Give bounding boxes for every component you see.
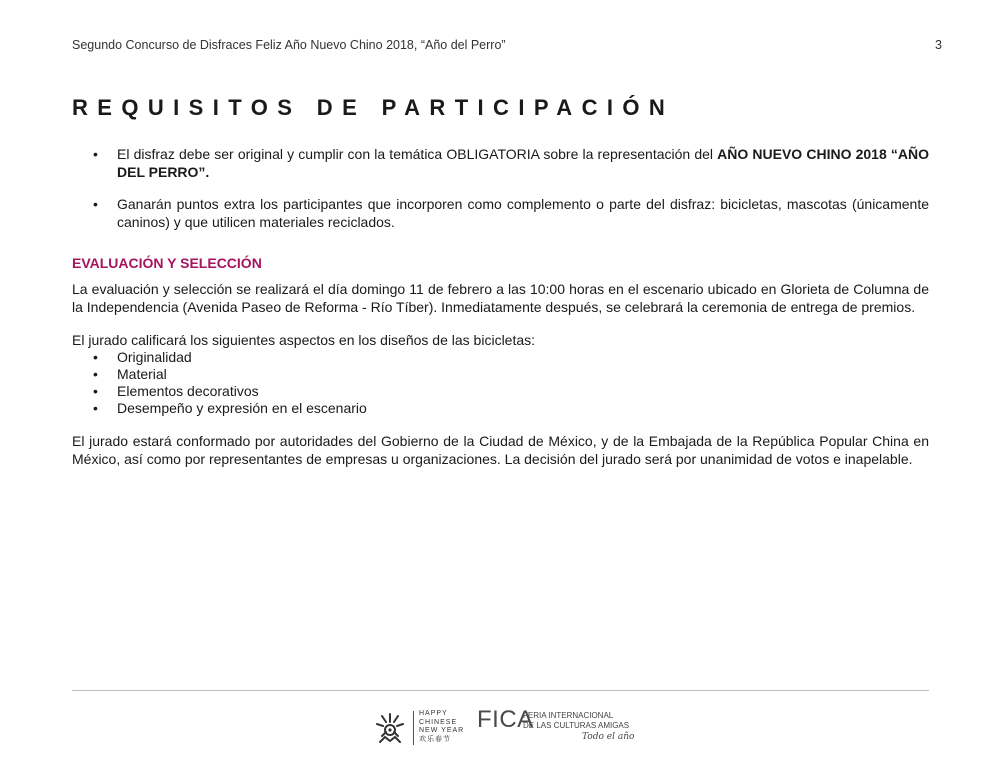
- requirement-text: Ganarán puntos extra los participantes que incorporen como complemento o parte del disfraz: bicicletas, mascotas (únicamente caninos) y que utilicen materiales reciclados.: [117, 196, 929, 230]
- requirement-emphasis: AÑO NUEVO CHINO 2018 “AÑO DEL PERRO”.: [117, 146, 929, 180]
- aspects-list: [72, 349, 367, 417]
- aspects-intro: El jurado calificará los siguientes aspectos en los diseños de las bicicletas:: [72, 332, 536, 348]
- list-item: • Desempeño y expresión en el escenario: [72, 400, 367, 417]
- list-item: • Originalidad: [72, 349, 367, 366]
- hcny-line: NEW YEAR: [419, 727, 465, 734]
- fica-wordmark: FICA: [477, 706, 534, 733]
- list-item: [72, 146, 929, 181]
- fica-line: DE LAS CULTURAS AMIGAS: [523, 720, 630, 730]
- fica-tagline: Todo el año: [582, 732, 635, 742]
- running-header: [72, 38, 942, 52]
- hcny-line: 欢乐春节: [419, 735, 451, 743]
- requirement-text: El disfraz debe ser original y cumplir con la temática OBLIGATORIA sobre la representación del: [117, 146, 718, 162]
- requirements-list: [72, 146, 929, 246]
- hcny-line: CHINESE: [419, 718, 458, 726]
- hcny-line: HAPPY: [419, 710, 448, 717]
- hcny-wordmark: [419, 710, 464, 744]
- evaluation-paragraph: La evaluación y selección se realizará el día domingo 11 de febrero a las 10:00 horas en el escenario ubicado en Glorieta de Columna de la Independencia (Avenida Paseo de Reforma - Río Tíber). Inmediatamente después, se celebrará la ceremonia de entrega de premios.: [72, 281, 929, 315]
- fica-logo: [477, 706, 637, 748]
- list-item: • Elementos decorativos: [72, 383, 367, 400]
- list-item: [72, 196, 929, 231]
- footer-divider: [72, 690, 929, 691]
- jury-paragraph: El jurado estará conformado por autoridades del Gobierno de la Ciudad de México, y de la Embajada de la República Popular China en México, así como por representantes de empresas u organizaciones. La decisión del jurado será por unanimidad de votos e inapelable.: [72, 433, 929, 467]
- paper-cut-flower-icon: [372, 710, 408, 746]
- evaluation-heading: EVALUACIÓN Y SELECCIÓN: [72, 255, 262, 271]
- page-number: 3: [935, 38, 942, 52]
- section-title: REQUISITOS DE PARTICIPACIÓN: [72, 95, 675, 120]
- fica-line: FERIA INTERNACIONAL: [523, 711, 614, 720]
- running-title: Segundo Concurso de Disfraces Feliz Año Nuevo Chino 2018, “Año del Perro”: [72, 38, 506, 52]
- fica-subtitle: [523, 711, 629, 730]
- list-item: • Material: [72, 366, 367, 383]
- logo-separator: [413, 711, 414, 745]
- happy-chinese-new-year-logo: [372, 707, 472, 749]
